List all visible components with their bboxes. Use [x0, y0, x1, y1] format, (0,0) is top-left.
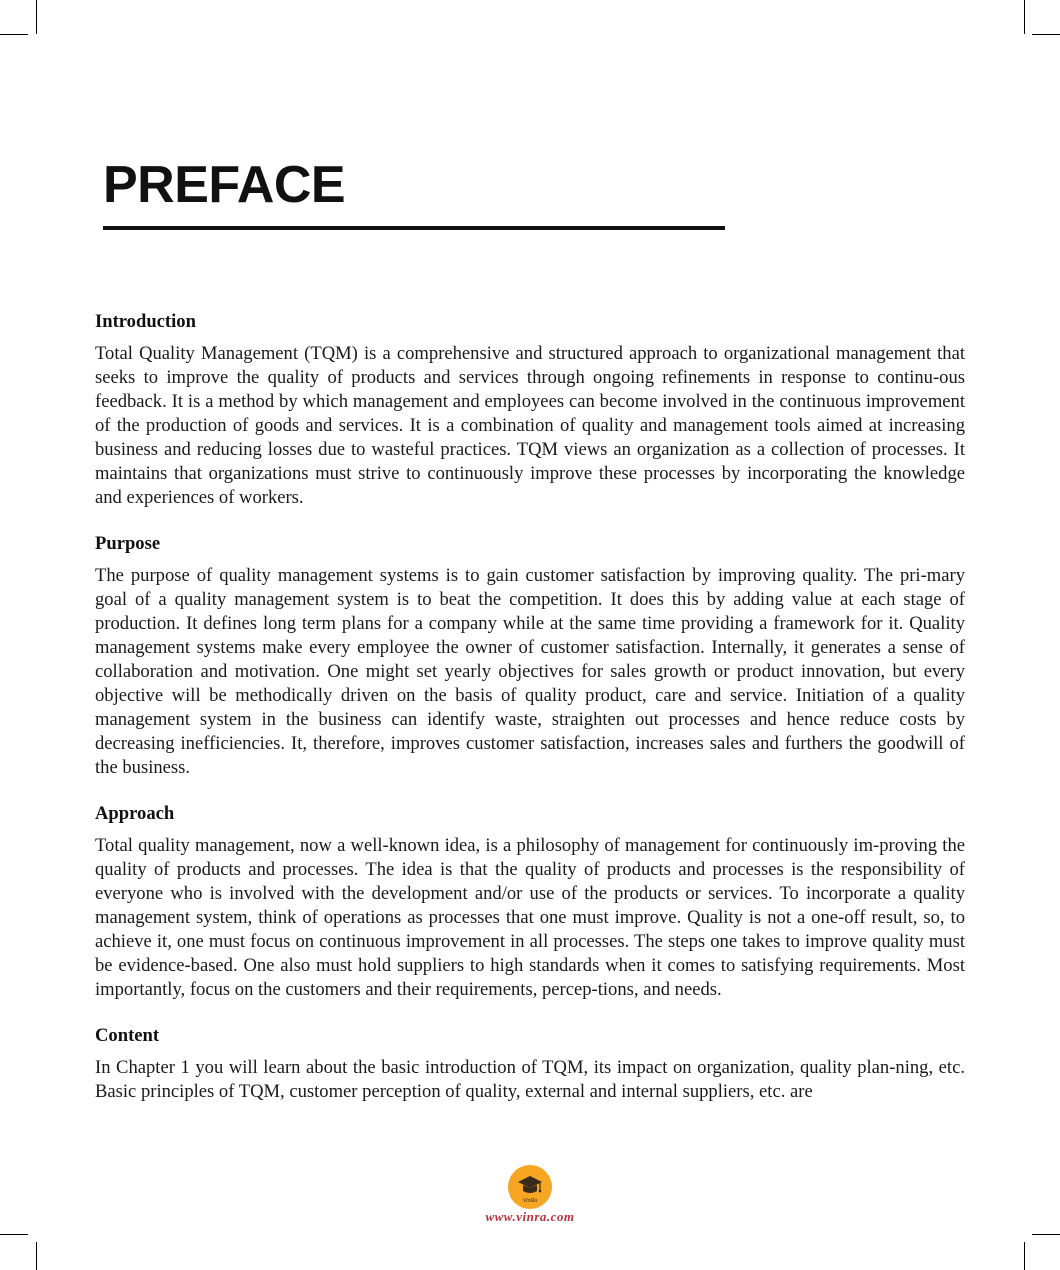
crop-mark: [1032, 34, 1060, 35]
section-body: Total quality management, now a well-known idea, is a philosophy of management for continuously im-proving the quality of products and processes. The idea is that the quality of products and processes is the responsibility of everyone who is involved with the development and/or use of the products or services. To incorporate a quality management system, think of operations as processes that one must improve. Quality is not a one-off result, so, to achieve it, one must focus on continuous improvement in all processes. The steps one takes to improve quality must be evidence-based. One also must hold suppliers to high standards when it comes to satisfying requirements. Most importantly, focus on the customers and their requirements, percep-tions, and needs.: [95, 835, 965, 1000]
crop-mark: [36, 0, 37, 34]
crop-mark: [0, 34, 28, 35]
section-body: The purpose of quality management systems is to gain customer satisfaction by improving quality. The pri-mary goal of a quality management system is to beat the competition. It does this by adding value at each stage of production. It defines long term plans for a company while at the same time providing a framework for it. Quality management systems make every employee the owner of customer satisfaction. Internally, it generates a sense of collaboration and motivation. One might set yearly objectives for sales growth or product innovation, but every objective will be methodically driven on the basis of quality product, care and service. Initiation of a quality management system in the business can identify waste, straighten out processes and hence reduce costs by decreasing inefficiencies. It, therefore, improves customer satisfaction, increases sales and furthers the goodwill of the business.: [95, 565, 965, 778]
svg-text:VinRa: VinRa: [522, 1198, 538, 1204]
section-heading: Purpose: [95, 533, 161, 554]
section-body: In Chapter 1 you will learn about the basic introduction of TQM, its impact on organization, quality plan-ning, etc. Basic principles of TQM, customer perception of quality, external and internal suppliers, etc. are: [95, 1057, 965, 1102]
page-title: PREFACE: [103, 156, 346, 214]
section-heading: Approach: [95, 803, 175, 824]
website-link[interactable]: www.vinra.com: [485, 1209, 575, 1224]
crop-mark: [36, 1242, 37, 1270]
publisher-logo: [508, 1165, 552, 1209]
section-approach: [95, 802, 965, 1002]
section-body: Total Quality Management (TQM) is a comprehensive and structured approach to organizational management that seeks to improve the quality of products and services through ongoing refinements in response to continu-ous feedback. It is a method by which management and employees can become involved in the continuous improvement of the production of goods and services. It is a combination of quality and management tools aimed at increasing business and reducing losses due to wasteful practices. TQM views an organization as a collection of processes. It maintains that organizations must strive to continuously improve these processes by incorporating the knowledge and experiences of workers.: [95, 343, 965, 508]
crop-mark: [0, 1234, 28, 1235]
preface-content: [95, 310, 965, 1126]
title-underline: [103, 226, 725, 230]
section-purpose: [95, 532, 965, 780]
section-content: [95, 1024, 965, 1104]
crop-mark: [1024, 1242, 1025, 1270]
section-heading: Introduction: [95, 311, 196, 332]
crop-mark: [1024, 0, 1025, 34]
section-heading: Content: [95, 1025, 160, 1046]
crop-mark: [1032, 1234, 1060, 1235]
graduation-cap-icon: [508, 1165, 552, 1209]
section-introduction: [95, 310, 965, 510]
